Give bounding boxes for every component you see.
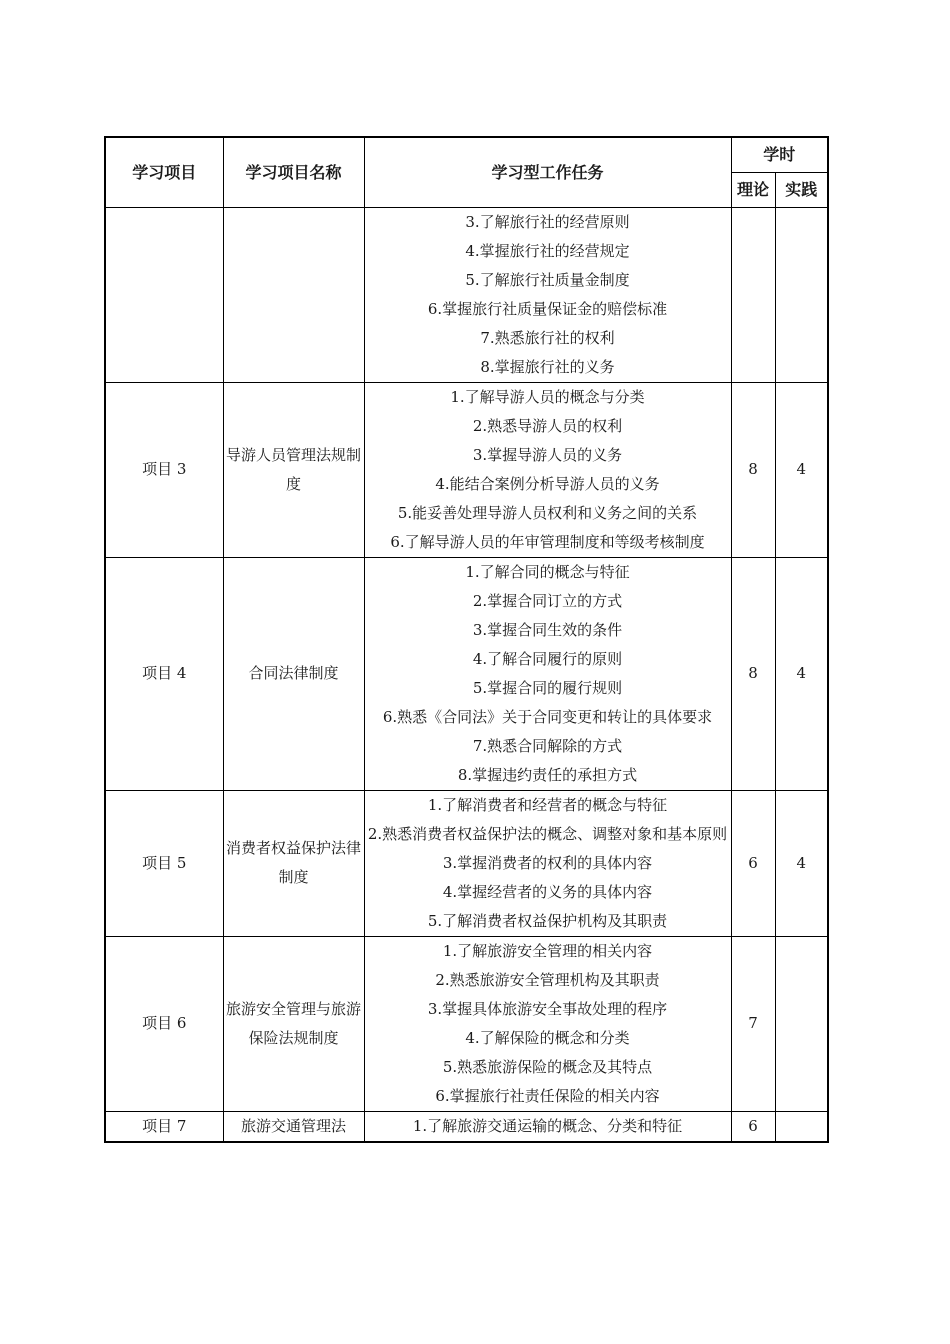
project-name-cell [223, 207, 364, 382]
project-name-cell: 合同法律制度 [223, 557, 364, 790]
table-row [105, 936, 828, 1111]
header-project-name: 学习项目名称 [223, 137, 364, 207]
tasks-cell [364, 936, 731, 1111]
task-item: 1.了解旅游安全管理的相关内容 [442, 941, 653, 960]
table-row [105, 207, 828, 382]
task-item: 8.掌握旅行社的义务 [480, 357, 615, 376]
project-cell: 项目 4 [105, 557, 223, 790]
practice-hours-cell [775, 1111, 828, 1142]
tasks-cell [364, 790, 731, 936]
practice-hours-cell: 4 [775, 790, 828, 936]
task-item: 5.了解消费者权益保护机构及其职责 [427, 911, 668, 930]
table-row [105, 1111, 828, 1142]
task-item: 3.掌握合同生效的条件 [472, 620, 623, 639]
table-row [105, 557, 828, 790]
theory-hours-cell: 6 [731, 790, 775, 936]
project-cell: 项目 3 [105, 382, 223, 557]
task-item: 1.了解导游人员的概念与分类 [450, 387, 645, 406]
project-cell: 项目 6 [105, 936, 223, 1111]
practice-hours-cell: 4 [775, 382, 828, 557]
task-item: 5.掌握合同的履行规则 [472, 678, 623, 697]
header-tasks: 学习型工作任务 [364, 137, 731, 207]
task-item: 4.能结合案例分析导游人员的义务 [435, 474, 660, 493]
theory-hours-cell: 8 [731, 557, 775, 790]
task-item: 6.掌握旅行社责任保险的相关内容 [435, 1086, 660, 1105]
task-item: 6.了解导游人员的年审管理制度和等级考核制度 [390, 532, 705, 551]
task-item: 1.了解消费者和经营者的概念与特征 [427, 795, 668, 814]
task-item: 1.了解合同的概念与特征 [465, 562, 630, 581]
task-item: 5.了解旅行社质量金制度 [465, 270, 630, 289]
theory-hours-cell: 6 [731, 1111, 775, 1142]
task-item: 3.掌握具体旅游安全事故处理的程序 [427, 999, 668, 1018]
table-row [105, 790, 828, 936]
task-item: 5.熟悉旅游保险的概念及其特点 [442, 1057, 653, 1076]
tasks-cell [364, 557, 731, 790]
table-body [105, 207, 828, 1142]
task-item: 7.熟悉旅行社的权利 [480, 328, 615, 347]
project-cell [105, 207, 223, 382]
project-name-cell: 旅游安全管理与旅游保险法规制度 [223, 936, 364, 1111]
header-practice: 实践 [775, 172, 828, 207]
project-cell: 项目 7 [105, 1111, 223, 1142]
task-item: 4.了解保险的概念和分类 [465, 1028, 630, 1047]
practice-hours-cell [775, 936, 828, 1111]
task-item: 4.了解合同履行的原则 [472, 649, 623, 668]
theory-hours-cell [731, 207, 775, 382]
tasks-cell [364, 1111, 731, 1142]
table-row [105, 382, 828, 557]
header-hours: 学时 [731, 137, 828, 172]
project-cell: 项目 5 [105, 790, 223, 936]
tasks-cell [364, 382, 731, 557]
task-item: 1.了解旅游交通运输的概念、分类和特征 [412, 1116, 683, 1135]
tasks-cell [364, 207, 731, 382]
practice-hours-cell [775, 207, 828, 382]
theory-hours-cell: 8 [731, 382, 775, 557]
header-project: 学习项目 [105, 137, 223, 207]
task-item: 7.熟悉合同解除的方式 [472, 736, 623, 755]
task-item: 2.熟悉旅游安全管理机构及其职责 [435, 970, 660, 989]
task-item: 5.能妥善处理导游人员权利和义务之间的关系 [397, 503, 698, 522]
header-theory: 理论 [731, 172, 775, 207]
curriculum-table [104, 136, 829, 1143]
task-item: 4.掌握旅行社的经营规定 [465, 241, 630, 260]
theory-hours-cell: 7 [731, 936, 775, 1111]
project-name-cell: 旅游交通管理法 [223, 1111, 364, 1142]
project-name-cell: 导游人员管理法规制度 [223, 382, 364, 557]
task-item: 3.了解旅行社的经营原则 [465, 212, 630, 231]
task-item: 4.掌握经营者的义务的具体内容 [442, 882, 653, 901]
task-item: 3.掌握导游人员的义务 [472, 445, 623, 464]
task-item: 2.熟悉消费者权益保护法的概念、调整对象和基本原则 [367, 824, 728, 843]
task-item: 3.掌握消费者的权利的具体内容 [442, 853, 653, 872]
task-item: 2.熟悉导游人员的权利 [472, 416, 623, 435]
task-item: 2.掌握合同订立的方式 [472, 591, 623, 610]
task-item: 6.熟悉《合同法》关于合同变更和转让的具体要求 [382, 707, 713, 726]
task-item: 6.掌握旅行社质量保证金的赔偿标准 [427, 299, 668, 318]
task-item: 8.掌握违约责任的承担方式 [457, 765, 638, 784]
project-name-cell: 消费者权益保护法律制度 [223, 790, 364, 936]
practice-hours-cell: 4 [775, 557, 828, 790]
